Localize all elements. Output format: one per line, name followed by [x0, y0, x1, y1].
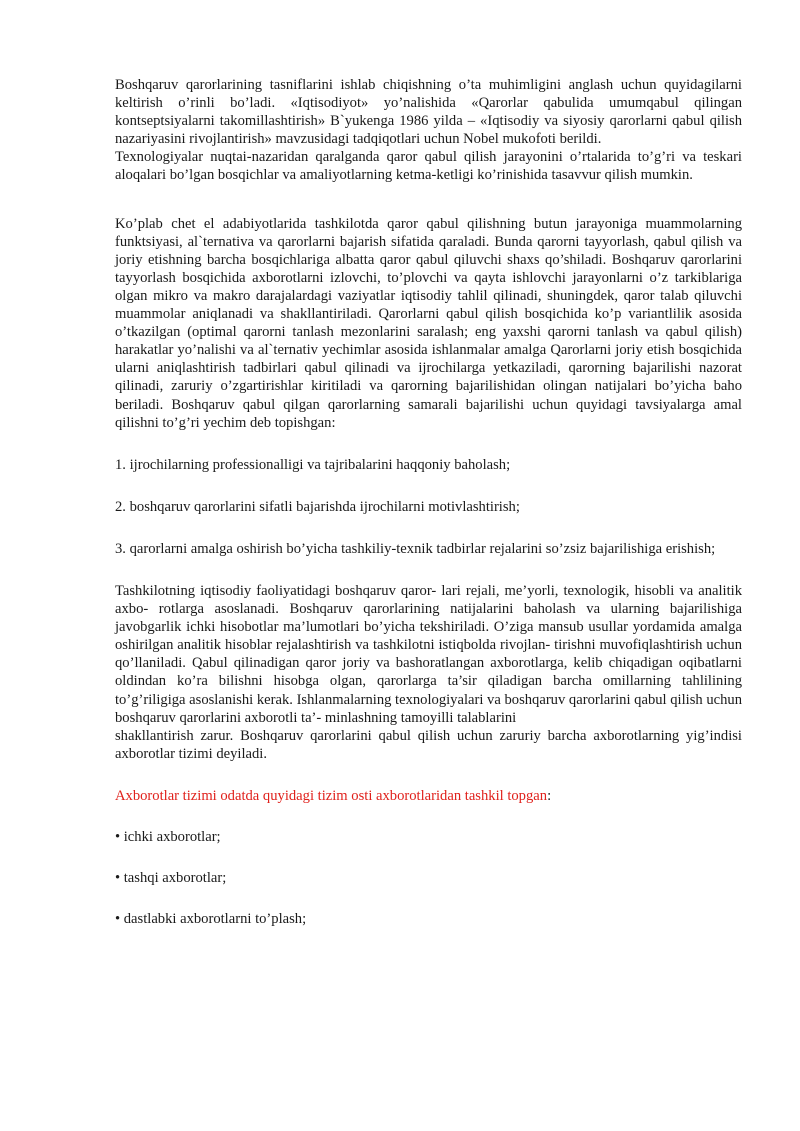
list-item-1: 1. ijrochilarning professionalligi va tajribalarini haqqoniy baholash;: [115, 456, 511, 473]
spacer: [115, 516, 742, 540]
spacer: [115, 887, 742, 910]
paragraph-nobel: Boshqaruv qarorlarining tasniflarini ishlab chiqishning o’ta muhimligini anglash uchun quyidagilarni keltirish o’rinli bo’ladi. «Iqtisodiyot» yo’nalishida «Qarorlar qabulida umumqabul qilingan kontseptsiyalarni takomillashtirish» B`yukenga 1986 yilda – «Iqtisodiy va siyosiy qarorlarni qabul qilish nazariyasini rivojlantirish» mavzusidagi tadqiqotlari uchun Nobel mukofoti berildi.: [115, 77, 742, 148]
document-page: [115, 76, 742, 928]
bullet-item-external: • tashqi axborotlar;: [115, 870, 227, 887]
paragraph-information-system: shakllantirish zarur. Boshqaruv qarorlarini qabul qilish uchun zaruriy barcha axborotlarning yig’indisi axborotlar tizimi deyiladi.: [115, 727, 742, 762]
red-heading-text: Axborotlar tizimi odatda quyidagi tizim osti axborotlaridan tashkil topgan: [115, 787, 548, 804]
red-heading-colon: :: [547, 787, 552, 804]
paragraph-foreign-literature: Ko’plab chet el adabiyotlarida tashkilotda qaror qabul qilishning butun jarayoniga muammolarning funktsiyasi, al`ternativa va qarorlarni bajarish sifatida qaraladi. Bunda qarorni tayyorlash, qabul qilish va joriy etishning barcha bosqichlariga albatta qaror qabul qiluvchi shaxs qo’shiladi. Boshqaruv qarorlarini tayyorlash bosqichida axborotlarni izlovchi, to’plovchi va qayta ishlovchi jarayonlarni o’z tarkiblariga olgan mikro va makro darajalardagi vaziyatlar iqtisodiy tahlil qilinadi, shuningdek, qaror talab qiluvchi muammolar aniqlanadi va shakllantiriladi. Qarorlarni qabul qilish bosqichida ko’p variantlilik asosida o’tkazilgan (optimal qarorni tanlash mezonlarini saralash; eng yaxshi qarorni tanlash va qabul qilish) harakatlar yo’nalishi va al`ternativ yechimlar asosida ishlanmalar amalga Qarorlarni joriy etish bosqichida ularni aniqlashtirish tadbirlari qabul qilinadi va ijrochilarga yetkaziladi, qarorning bajarilishi nazorat qilinadi, zaruriy o’zgartirishlar kiritiladi va qarorning bajarilishidan olingan natijalari bo’yicha baho beriladi. Boshqaruv qabul qilgan qarorlarning samarali bajarilishi uchun quyidagi tavsiyalarga amal qilishni to’g’ri yechim deb topishgan:: [115, 215, 742, 431]
spacer: [115, 185, 742, 215]
section-heading-red: [115, 787, 742, 805]
spacer: [115, 763, 742, 787]
spacer: [115, 805, 742, 828]
spacer: [115, 432, 742, 456]
bullet-item-internal: • ichki axborotlar;: [115, 829, 221, 845]
paragraph-organization-decisions: Tashkilotning iqtisodiy faoliyatidagi boshqaruv qaror- lari rejali, me’yorli, texnologik, hisobli va analitik axbo- rotlarga asoslanadi. Boshqaruv qarorlarining natijalarini baholash va ularning bajarilishiga javobgarlik ichki hisobotlar ma’lumotlari bo’yicha tekshiriladi. O’ziga mansub usullar yordamida amalga oshirilgan analitik hisoblar rejalashtirish va tashkilotni istiqbolda rivojlan- tirishni muvofiqlashtirish uchun qo’llaniladi. Qabul qilinadigan qaror joriy va bashoratlangan axborotlarga, kelib chiqadigan oqibatlarni oldindan ko’ra bilishni hisobga olgan, qarorlarga ta’sir qiladigan barcha omillarning tahlilining to’g’riligiga asoslanishi kerak. Ishlanmalarning texnologiyalari va boshqaruv qarorlarini qabul qilish uchun boshqaruv qarorlarini axborotli ta’- minlashning tamoyilli talablarini: [115, 582, 742, 726]
paragraph-technologies: Texnologiyalar nuqtai-nazaridan qaralganda qaror qabul qilish jarayonini o’rtalarida to’g’ri va teskari aloqalari bo’lgan bosqichlar va amaliyotlarning ketma-ketligi ko’rinishida tasavvur qilish mumkin.: [115, 149, 742, 184]
spacer: [115, 474, 742, 498]
spacer: [115, 558, 742, 582]
bullet-item-initial: • dastlabki axborotlarni to’plash;: [115, 911, 307, 928]
spacer: [115, 846, 742, 869]
list-item-2: 2. boshqaruv qarorlarini sifatli bajarishda ijrochilarni motivlashtirish;: [115, 498, 520, 515]
list-item-3: 3. qarorlarni amalga oshirish bo’yicha tashkiliy-texnik tadbirlar rejalarini so’zsiz bajarilishiga erishish;: [115, 540, 716, 557]
